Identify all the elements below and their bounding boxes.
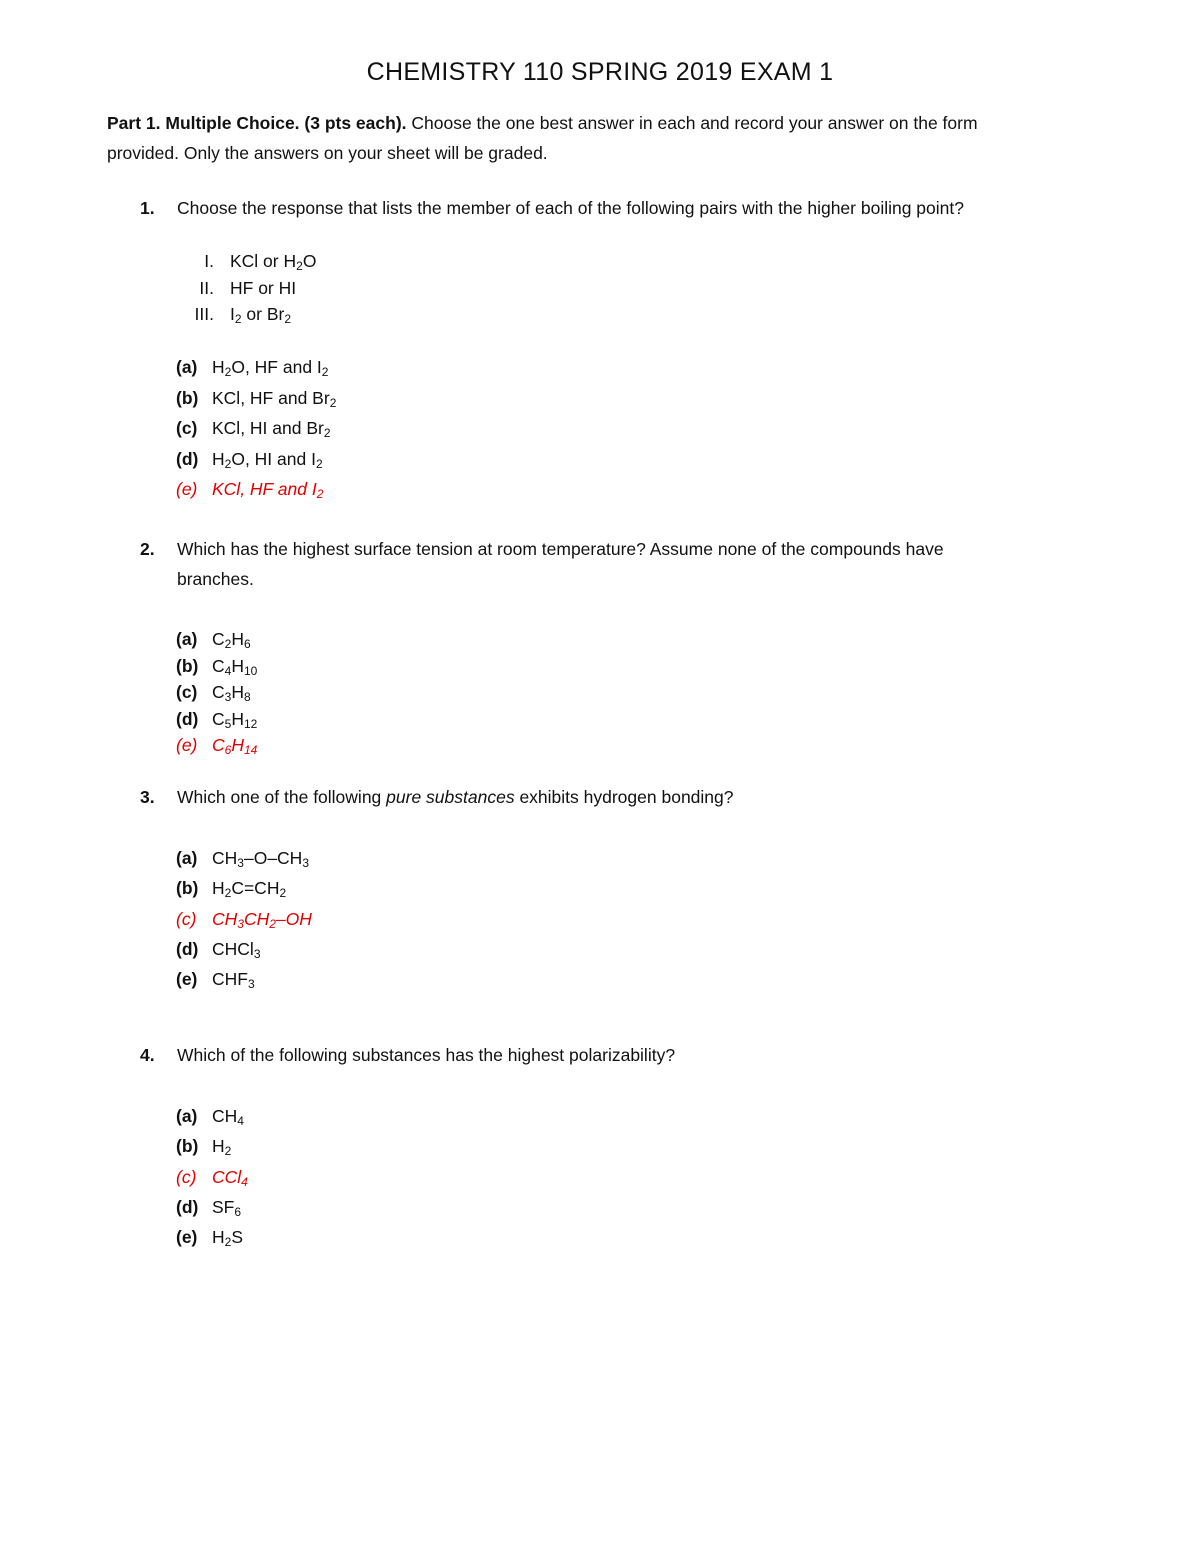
instructions-line1: Choose the one best answer in each and record your answer on the form [406,113,978,133]
page-title: CHEMISTRY 110 SPRING 2019 EXAM 1 [366,58,834,86]
option-label: (d) [176,1196,199,1217]
option-label: (a) [176,1106,198,1126]
option-text: $C_5H_{12}$ [212,708,258,731]
question-number: 4. [140,1045,155,1065]
option-text: $H_2C=CH_2$ [212,878,287,901]
option-text: $H_2$ [212,1136,232,1159]
option-label: (a) [176,357,198,377]
option-text: $H_2O$, HF and $I_2$ [212,357,329,379]
answer-option [176,1131,248,1161]
answer-option [176,843,312,873]
emphasis-pure-substances: pure substances [386,787,515,807]
option-text: KCl, HF and $Br_2$ [212,387,337,410]
question-number: 1. [140,198,155,218]
option-text: $CH_4$ [212,1106,244,1128]
option-text: $C_4H_{10}$ [212,655,258,678]
pair-numeral: III. [194,304,214,324]
answer-option [176,653,257,680]
option-label: (c) [176,908,197,929]
option-label: (e) [176,969,198,990]
answer-option-correct [176,732,257,759]
question-1 [140,193,1080,223]
option-label: (d) [176,448,199,469]
option-label: (a) [176,848,198,868]
option-text: CCl$_4$ [212,1166,248,1189]
question-stem-line1: Which has the highest surface tension at room temperature? Assume none of the compounds have [177,539,944,559]
option-label: (c) [176,682,198,702]
pair-numeral: II. [199,277,214,298]
option-label: (b) [176,655,199,676]
option-text: $CHF_3$ [212,969,255,992]
option-text: KCl, HI and $Br_2$ [212,418,331,440]
pair-text: HF or HI [230,277,297,298]
part-label: Part 1. Multiple Choice. (3 pts each). [107,113,407,133]
option-label: (b) [176,878,199,899]
answer-option [176,444,336,475]
option-text: $C_2H_6$ [212,629,251,651]
question-number: 2. [140,539,155,559]
question-stem: Which of the following substances has the highest polarizability? [177,1045,676,1065]
pair-text: $I_2$ or $Br_2$ [230,304,292,326]
answer-option [176,706,257,733]
question-stem: Choose the response that lists the member of each of the following pairs with the higher boiling point? [177,198,964,218]
answer-option [176,1192,248,1222]
q4-options [176,1101,248,1252]
question-3 [140,782,1080,812]
option-label: (d) [176,708,199,729]
answer-option [176,934,312,964]
option-label: (e) [176,1227,198,1248]
option-text: $CH_3CH_2-OH$ [212,908,312,931]
answer-option [176,1101,248,1131]
answer-option [176,679,257,706]
answer-option [176,352,336,383]
question-2 [140,534,1080,594]
answer-option [176,964,312,994]
instructions [107,108,1097,168]
q3-options [176,843,312,994]
option-label: (c) [176,1166,197,1187]
question-stem-line2: branches. [177,569,254,589]
option-label: (b) [176,1136,199,1157]
answer-option [176,413,336,444]
question-4 [140,1040,1080,1070]
option-label: (b) [176,387,199,408]
option-text: $H_2S$ [212,1227,244,1250]
option-label: (e) [176,735,198,755]
question-stem: Which one of the following pure substances exhibits hydrogen bonding? [177,787,734,807]
q2-options [176,626,257,759]
option-label: (a) [176,629,198,649]
option-text: KCl, HF and $I_2$ [212,479,324,501]
option-text: $C_3H_8$ [212,682,251,704]
option-text: CHCl$_3$ [212,938,261,961]
question-number: 3. [140,787,155,807]
option-text: $CH_3-O-CH_3$ [212,848,310,870]
option-text: $C_6H_{14}$ [212,735,258,757]
pair-numeral: I. [204,251,214,271]
instructions-line2: provided. Only the answers on your sheet will be graded. [107,143,548,163]
pair-text: KCl or $H_2O$ [230,251,317,273]
answer-option [176,1222,248,1252]
answer-option-correct [176,1162,248,1192]
answer-option [176,873,312,903]
q1-options [176,352,336,505]
answer-option [176,626,257,653]
answer-option [176,383,336,414]
option-label: (d) [176,938,199,959]
answer-option-correct [176,904,312,934]
option-label: (e) [176,479,198,499]
answer-option-correct [176,474,336,505]
option-text: $H_2O$, HI and $I_2$ [212,448,323,471]
option-text: $SF_6$ [212,1196,242,1219]
option-label: (c) [176,418,198,438]
